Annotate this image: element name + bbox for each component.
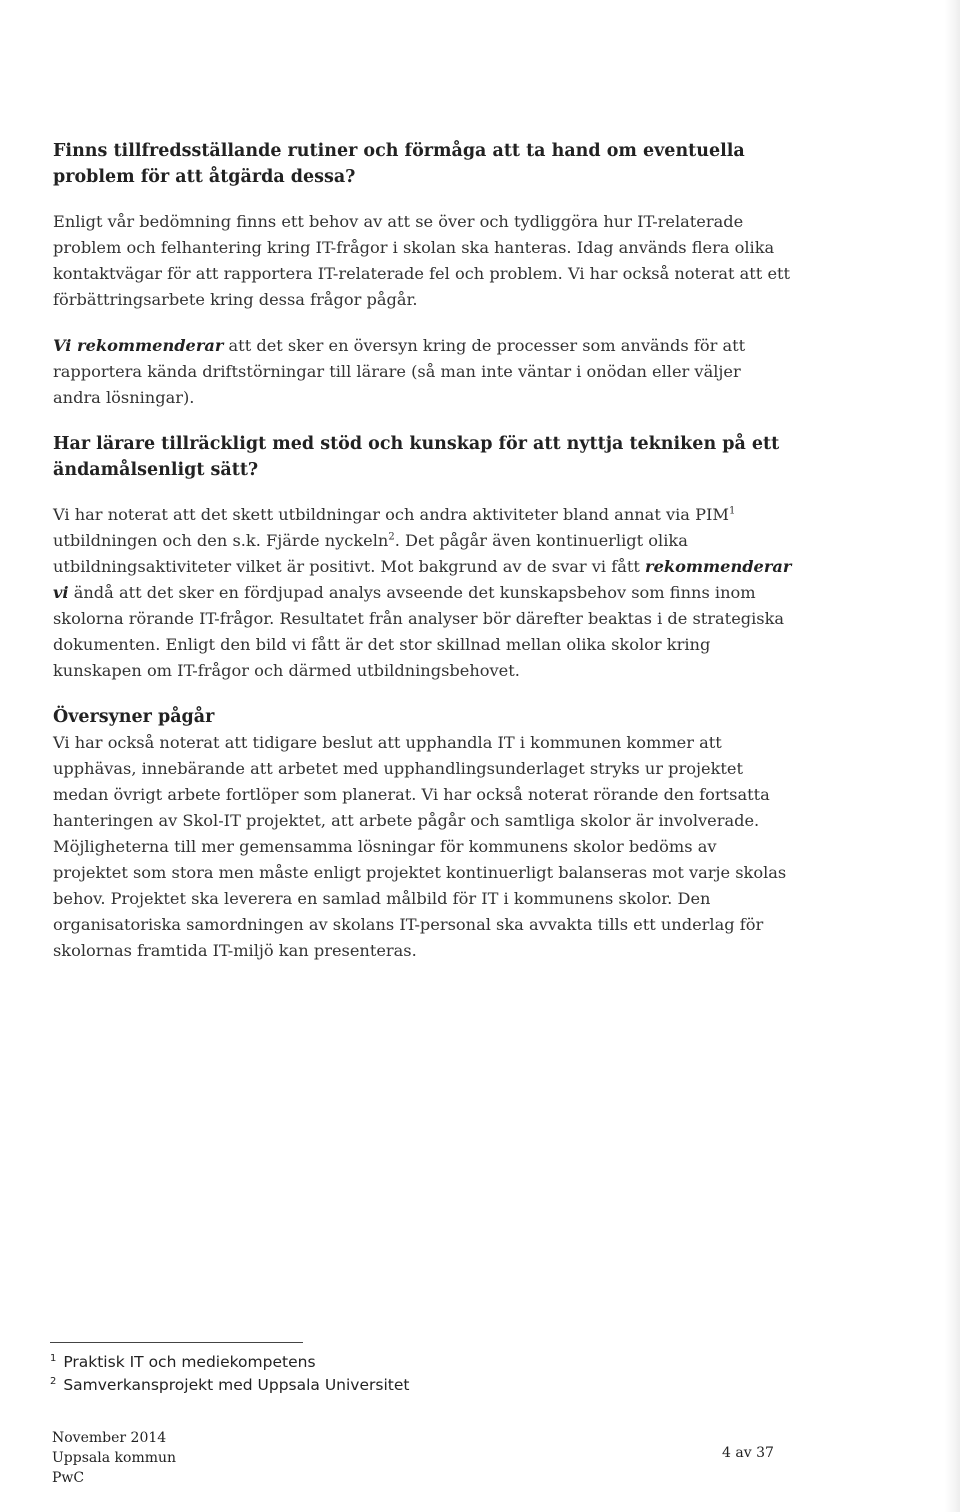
footnote-text: Praktisk IT och mediekompetens [63, 1353, 316, 1371]
paragraph-support [53, 502, 793, 684]
footer-info [52, 1428, 176, 1488]
subheading-reviews: Översyner pågår [53, 707, 215, 727]
section-heading-support: Har lärare tillräckligt med stöd och kunskap för att nyttja tekniken på ett ändamålsenligt sätt? [53, 434, 780, 480]
footnote-number: 1 [50, 1352, 57, 1364]
recommendation-emphasis-2: rekommenderar vi [53, 557, 792, 602]
footer-date: November 2014 [52, 1430, 167, 1446]
paragraph-reviews [53, 704, 793, 964]
footnote-number: 2 [50, 1375, 57, 1387]
footnote-text: Samverkansprojekt med Uppsala Universitet [63, 1376, 410, 1394]
section-heading-routines: Finns tillfredsställande rutiner och förmåga att ta hand om eventuella problem för att åtgärda dessa? [53, 141, 745, 187]
paragraph-routines: Enligt vår bedömning finns ett behov av att se över och tydliggöra hur IT-relaterade problem och felhantering kring IT-frågor i skolan ska hanteras. Idag används flera olika kontaktvägar för att rapportera IT-relaterade fel och problem. Vi har också noterat att ett förbättringsarbete kring dessa frågor pågår. [53, 212, 791, 309]
footer-org: Uppsala kommun [52, 1450, 177, 1466]
recommendation-text: att det sker en översyn kring de processer som används för att rapportera kända driftstörningar till lärare (så man inte väntar i onödan eller väljer andra lösningar). [53, 336, 746, 407]
support-text-d: ändå att det sker en fördjupad analys avseende det kunskapsbehov som finns inom skolorna rörande IT-frågor. Resultatet från analyser bör därefter beaktas i de strategiska dokumenten. Enligt den bild vi fått är det stor skillnad mellan olika skolor kring kunskapen om IT-frågor och därmed utbildningsbehovet. [53, 583, 785, 680]
footnotes [50, 1342, 450, 1397]
support-text-c: . Det pågår även kontinuerligt olika utbildningsaktiviteter vilket är positivt. Mot bakgrund av de svar vi fått [53, 531, 688, 576]
footnote-1 [50, 1351, 450, 1374]
main-content [53, 138, 793, 984]
footnote-ref-1: 1 [728, 505, 736, 517]
footer-firm: PwC [52, 1470, 85, 1486]
support-text-a: Vi har noterat att det skett utbildningar och andra aktiviteter bland annat via PIM [53, 505, 729, 524]
recommendation-emphasis: Vi rekommenderar [53, 336, 224, 355]
paragraph-recommendation-1 [53, 333, 793, 411]
footnote-divider [50, 1342, 303, 1343]
support-text-b: utbildningen och den s.k. Fjärde nyckeln [53, 531, 389, 550]
reviews-text: Vi har också noterat att tidigare beslut att upphandla IT i kommunen kommer att upphävas, innebärande att arbetet med upphandlingsunderlaget stryks ur projektet medan övrigt arbete fortlöper som planerat. Vi har också noterat rörande den fortsatta hanteringen av Skol-IT projektet, att arbete pågår och samtliga skolor är involverade. Möjligheterna till mer gemensamma lösningar för kommunens skolor bedöms av projektet som stora men måste enligt projektet kontinuerligt balanseras mot varje skolas behov. Projektet ska leverera en samlad målbild för IT i kommunens skolor. Den organisatoriska samordningen av skolans IT-personal ska avvakta tills ett underlag för skolornas framtida IT-miljö kan presenteras. [53, 733, 787, 960]
page-number: 4 av 37 [722, 1445, 774, 1461]
footnote-2 [50, 1374, 450, 1397]
footnote-ref-2: 2 [388, 531, 395, 543]
page-edge-shadow [944, 0, 960, 1512]
